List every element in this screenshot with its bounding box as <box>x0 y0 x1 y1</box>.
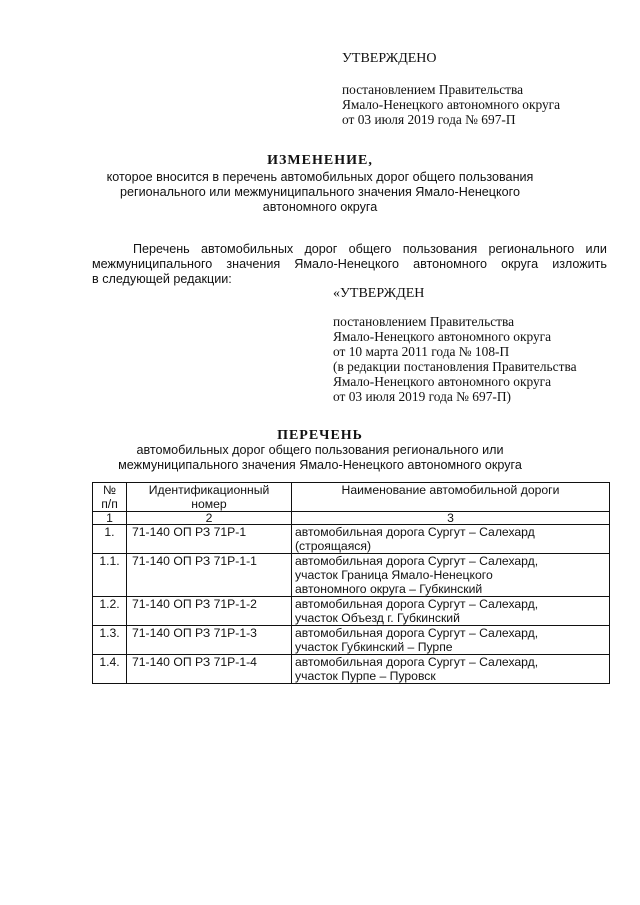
approved-line: Ямало-Ненецкого автономного округа <box>333 374 552 389</box>
list-title: ПЕРЕЧЕНЬ <box>277 428 363 443</box>
intro-word: округа <box>501 257 539 271</box>
row-id: 71-140 ОП РЗ 71Р-1-2 <box>127 597 292 626</box>
row-num: 1.4. <box>93 655 127 684</box>
intro-word: автомобильных <box>201 242 294 256</box>
row-name: автомобильная дорога Сургут – Салехард, участок Граница Ямало-Ненецкого автономного округа – Губкинский <box>292 554 610 597</box>
intro-line-2 <box>92 257 607 272</box>
approval-line: Ямало-Ненецкого автономного округа <box>342 97 561 112</box>
header-num: № п/п <box>93 483 127 512</box>
intro-word: дорог <box>304 242 338 256</box>
row-num: 1.3. <box>93 626 127 655</box>
intro-word: значения <box>226 257 281 271</box>
header-id: Идентификационный номер <box>127 483 292 512</box>
roads-table <box>92 482 610 684</box>
table-row <box>93 655 610 684</box>
table-index-row <box>93 512 610 525</box>
row-id: 71-140 ОП РЗ 71Р-1 <box>127 525 292 554</box>
table-row <box>93 597 610 626</box>
row-name: автомобильная дорога Сургут – Салехард, участок Объезд г. Губкинский <box>292 597 610 626</box>
index-cell: 2 <box>127 512 292 525</box>
intro-word: автономного <box>413 257 488 271</box>
approved-line: (в редакции постановления Правительства <box>333 359 577 374</box>
row-name: автомобильная дорога Сургут – Салехард, участок Губкинский – Пурпе <box>292 626 610 655</box>
row-id: 71-140 ОП РЗ 71Р-1-1 <box>127 554 292 597</box>
intro-word: или <box>585 242 607 256</box>
approved-line: постановлением Правительства <box>333 314 515 329</box>
intro-word: изложить <box>552 257 607 271</box>
row-name: автомобильная дорога Сургут – Салехард, участок Пурпе – Пуровск <box>292 655 610 684</box>
change-subtitle-line: регионального или межмуниципального значения Ямало-Ненецкого <box>119 185 521 199</box>
table-row <box>93 626 610 655</box>
table-header-row <box>93 483 610 512</box>
row-num: 1. <box>93 525 127 554</box>
list-subtitle-line: автомобильных дорог общего пользования регионального или <box>136 443 504 457</box>
approval-heading: УТВЕРЖДЕНО <box>342 51 437 66</box>
row-num: 1.1. <box>93 554 127 597</box>
table-row <box>93 525 610 554</box>
approved-line: Ямало-Ненецкого автономного округа <box>333 329 552 344</box>
row-id: 71-140 ОП РЗ 71Р-1-4 <box>127 655 292 684</box>
row-name: автомобильная дорога Сургут – Салехард (строящаяся) <box>292 525 610 554</box>
intro-line-3: в следующей редакции: <box>92 272 232 286</box>
list-subtitle-line: межмуниципального значения Ямало-Ненецкого автономного округа <box>118 458 522 472</box>
index-cell: 1 <box>93 512 127 525</box>
row-num: 1.2. <box>93 597 127 626</box>
change-subtitle-line: которое вносится в перечень автомобильных дорог общего пользования <box>106 170 534 184</box>
approval-line: постановлением Правительства <box>342 82 524 97</box>
change-subtitle-line: автономного округа <box>262 200 378 214</box>
index-cell: 3 <box>292 512 610 525</box>
approved-line: от 03 июля 2019 года № 697-П) <box>333 389 511 404</box>
intro-line-1 <box>133 242 607 257</box>
intro-word: регионального <box>488 242 575 256</box>
intro-word: Ямало-Ненецкого <box>294 257 399 271</box>
row-id: 71-140 ОП РЗ 71Р-1-3 <box>127 626 292 655</box>
approval-line: от 03 июля 2019 года № 697-П <box>342 112 516 127</box>
change-title: ИЗМЕНЕНИЕ, <box>267 153 373 168</box>
intro-word: пользования <box>402 242 478 256</box>
intro-word: Перечень <box>133 242 190 256</box>
intro-word: общего <box>348 242 392 256</box>
approved-line: от 10 марта 2011 года № 108-П <box>333 344 510 359</box>
header-name: Наименование автомобильной дороги <box>292 483 610 512</box>
intro-word: межмуниципального <box>92 257 213 271</box>
approved-heading: «УТВЕРЖДЕН <box>333 286 425 301</box>
table-row <box>93 554 610 597</box>
